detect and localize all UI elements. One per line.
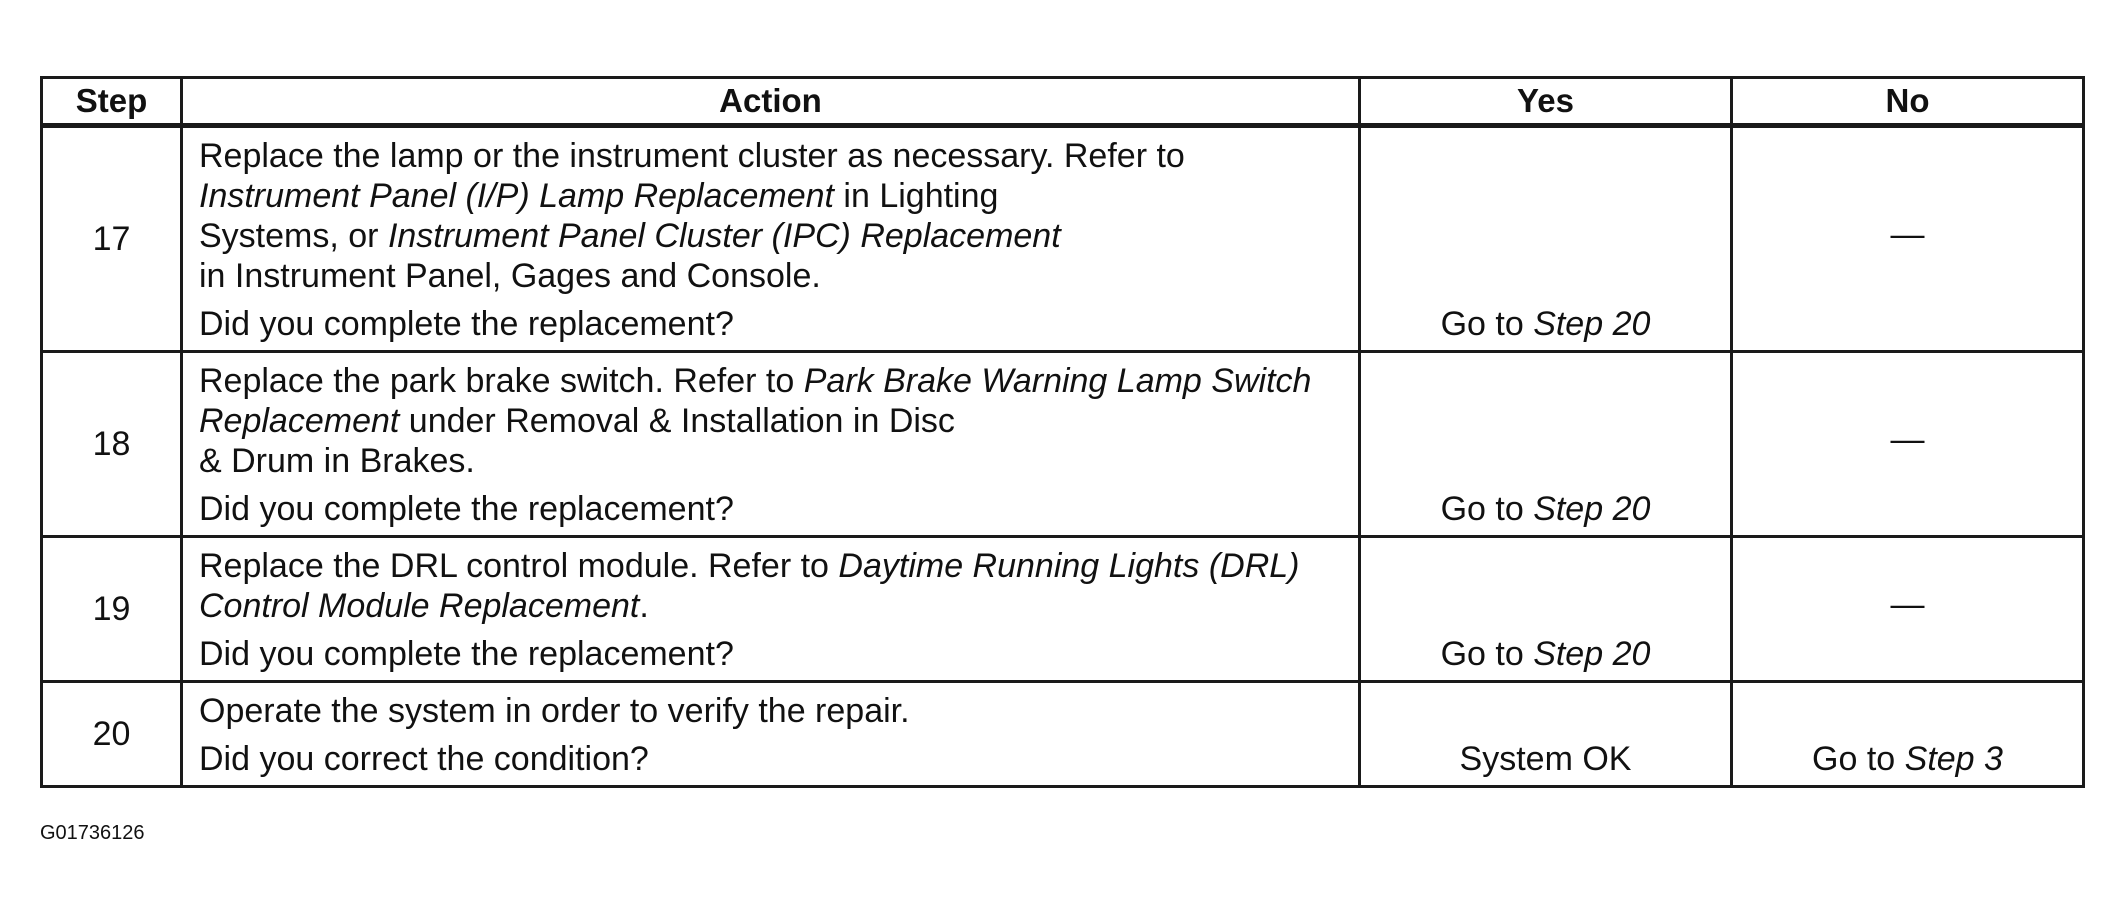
action-question: Did you complete the replacement?: [199, 490, 734, 528]
step-reference: Step 20: [1533, 490, 1651, 528]
action-text-part: Replace the DRL control module. Refer to: [199, 547, 839, 585]
yes-result: [1361, 635, 1730, 674]
no-result: [1733, 740, 2082, 779]
step-reference: Step 3: [1904, 740, 2003, 778]
procedure-reference: Daytime Running Lights (DRL) Control Module Replacement: [199, 547, 1300, 625]
yes-text: Go to: [1440, 635, 1534, 673]
no-cell: [1732, 537, 2084, 682]
action-text-part: Systems, or: [199, 217, 379, 255]
table-row: [42, 126, 2084, 352]
action-text: [199, 136, 1342, 296]
yes-cell: [1360, 126, 1732, 352]
table-header-row: [42, 78, 2084, 126]
action-text-part: .: [639, 587, 649, 625]
action-question: Did you complete the replacement?: [199, 305, 734, 343]
step-number: 19: [42, 537, 182, 682]
no-text: Go to: [1812, 740, 1905, 778]
diagnostic-table: [40, 76, 2085, 788]
no-result-dash: —: [1890, 420, 1925, 459]
step-reference: Step 20: [1533, 635, 1651, 673]
yes-result: [1361, 490, 1730, 529]
yes-cell: [1360, 352, 1732, 537]
table-row: [42, 537, 2084, 682]
action-text: [199, 361, 1342, 481]
no-result-dash: —: [1890, 215, 1925, 254]
step-reference: Step 20: [1533, 305, 1651, 343]
action-text-part: in Instrument Panel, Gages and Console.: [199, 257, 821, 295]
yes-result: [1361, 305, 1730, 344]
header-step: Step: [42, 78, 182, 126]
action-cell: [182, 126, 1360, 352]
no-cell: [1732, 126, 2084, 352]
action-text-part: Replace the park brake switch. Refer to: [199, 362, 804, 400]
no-result-dash: —: [1890, 585, 1925, 624]
no-cell: [1732, 352, 2084, 537]
no-cell: [1732, 682, 2084, 787]
step-number: 18: [42, 352, 182, 537]
action-cell: [182, 537, 1360, 682]
action-text-part: Replace the lamp or the instrument cluster as necessary. Refer to: [199, 137, 1185, 175]
action-text: [199, 546, 1342, 626]
action-text-part: under Removal & Installation in Disc: [399, 402, 955, 440]
yes-result: System OK: [1459, 740, 1632, 778]
yes-cell: [1360, 537, 1732, 682]
figure-id: G01736126: [40, 822, 145, 844]
procedure-reference: Instrument Panel (I/P) Lamp Replacement: [199, 177, 834, 215]
action-text-part: in Lighting: [833, 177, 999, 215]
header-action: Action: [182, 78, 1360, 126]
yes-text: Go to: [1440, 305, 1534, 343]
action-text-part: & Drum in Brakes.: [199, 442, 475, 480]
header-no: No: [1732, 78, 2084, 126]
step-number: 17: [42, 126, 182, 352]
step-number: 20: [42, 682, 182, 787]
header-yes: Yes: [1360, 78, 1732, 126]
action-text: Operate the system in order to verify the repair.: [199, 692, 910, 730]
procedure-reference: Instrument Panel Cluster (IPC) Replacement: [387, 217, 1061, 255]
action-cell: [182, 352, 1360, 537]
table-row: [42, 352, 2084, 537]
action-question: Did you complete the replacement?: [199, 635, 734, 673]
action-cell: [182, 682, 1360, 787]
yes-text: Go to: [1440, 490, 1534, 528]
table-row: [42, 682, 2084, 787]
action-question: Did you correct the condition?: [199, 740, 649, 778]
yes-cell: [1360, 682, 1732, 787]
procedure-reference: Park Brake Warning Lamp Switch Replacement: [199, 362, 1312, 440]
